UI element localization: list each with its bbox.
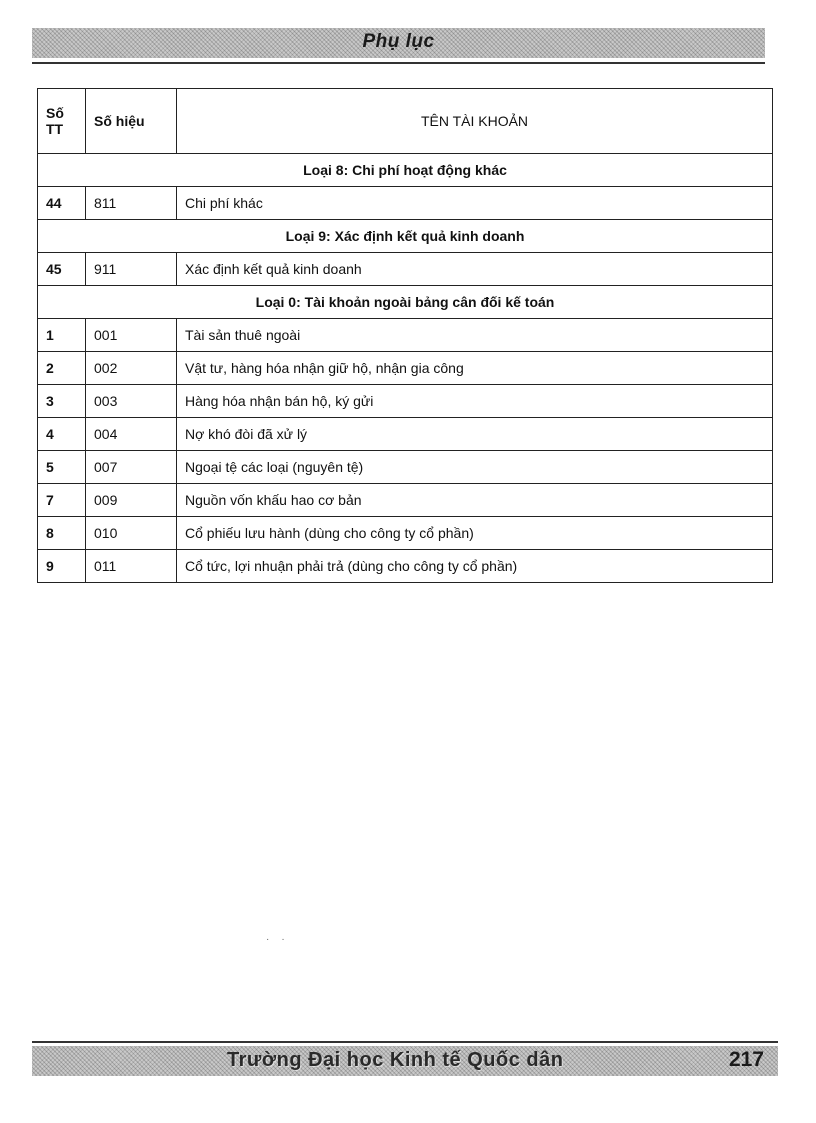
column-header-code: Số hiệu: [86, 89, 177, 154]
group-row: [38, 286, 773, 319]
row-stt: 45: [38, 253, 86, 286]
row-account-code: 001: [86, 319, 177, 352]
row-account-name: Chi phí khác: [177, 187, 773, 220]
row-account-name: Vật tư, hàng hóa nhận giữ hộ, nhận gia công: [177, 352, 773, 385]
footer-band: [32, 1046, 778, 1076]
header-band: [32, 28, 765, 58]
table-row: [38, 418, 773, 451]
table-header-row: [38, 89, 773, 154]
row-stt: 5: [38, 451, 86, 484]
row-account-code: 002: [86, 352, 177, 385]
row-account-code: 911: [86, 253, 177, 286]
row-account-name: Tài sản thuê ngoài: [177, 319, 773, 352]
table-row: [38, 253, 773, 286]
column-header-name: TÊN TÀI KHOẢN: [177, 89, 773, 154]
row-stt: 3: [38, 385, 86, 418]
table-row: [38, 550, 773, 583]
group-row: [38, 220, 773, 253]
footer-rule: [32, 1041, 778, 1043]
table-row: [38, 451, 773, 484]
group-title: Loại 8: Chi phí hoạt động khác: [38, 154, 773, 187]
group-row: [38, 154, 773, 187]
row-stt: 7: [38, 484, 86, 517]
table-row: [38, 517, 773, 550]
row-account-code: 011: [86, 550, 177, 583]
table-row: [38, 319, 773, 352]
page-number: 217: [728, 1048, 764, 1071]
footer-school-name: Trường Đại học Kinh tế Quốc dân: [227, 1049, 564, 1071]
row-account-name: Hàng hóa nhận bán hộ, ký gửi: [177, 385, 773, 418]
row-stt: 4: [38, 418, 86, 451]
group-title: Loại 0: Tài khoản ngoài bảng cân đối kế toán: [38, 286, 773, 319]
row-account-code: 004: [86, 418, 177, 451]
table-row: [38, 352, 773, 385]
table-row: [38, 484, 773, 517]
header-rule: [32, 62, 765, 64]
accounts-table: [37, 88, 773, 583]
row-account-name: Ngoại tệ các loại (nguyên tệ): [177, 451, 773, 484]
row-account-name: Xác định kết quả kinh doanh: [177, 253, 773, 286]
row-account-name: Cổ tức, lợi nhuận phải trả (dùng cho công ty cổ phần): [177, 550, 773, 583]
row-stt: 2: [38, 352, 86, 385]
row-account-code: 811: [86, 187, 177, 220]
row-account-code: 010: [86, 517, 177, 550]
row-account-name: Cổ phiếu lưu hành (dùng cho công ty cổ phần): [177, 517, 773, 550]
page-header-title: Phụ lục: [362, 31, 435, 52]
row-account-name: Nguồn vốn khấu hao cơ bản: [177, 484, 773, 517]
row-stt: 1: [38, 319, 86, 352]
row-stt: 9: [38, 550, 86, 583]
row-account-name: Nợ khó đòi đã xử lý: [177, 418, 773, 451]
table-row: [38, 187, 773, 220]
scan-speck: ··: [266, 934, 297, 945]
column-header-stt: Số TT: [38, 89, 86, 154]
row-account-code: 007: [86, 451, 177, 484]
row-account-code: 009: [86, 484, 177, 517]
table-row: [38, 385, 773, 418]
row-stt: 44: [38, 187, 86, 220]
row-stt: 8: [38, 517, 86, 550]
table-body: [38, 154, 773, 583]
row-account-code: 003: [86, 385, 177, 418]
group-title: Loại 9: Xác định kết quả kinh doanh: [38, 220, 773, 253]
